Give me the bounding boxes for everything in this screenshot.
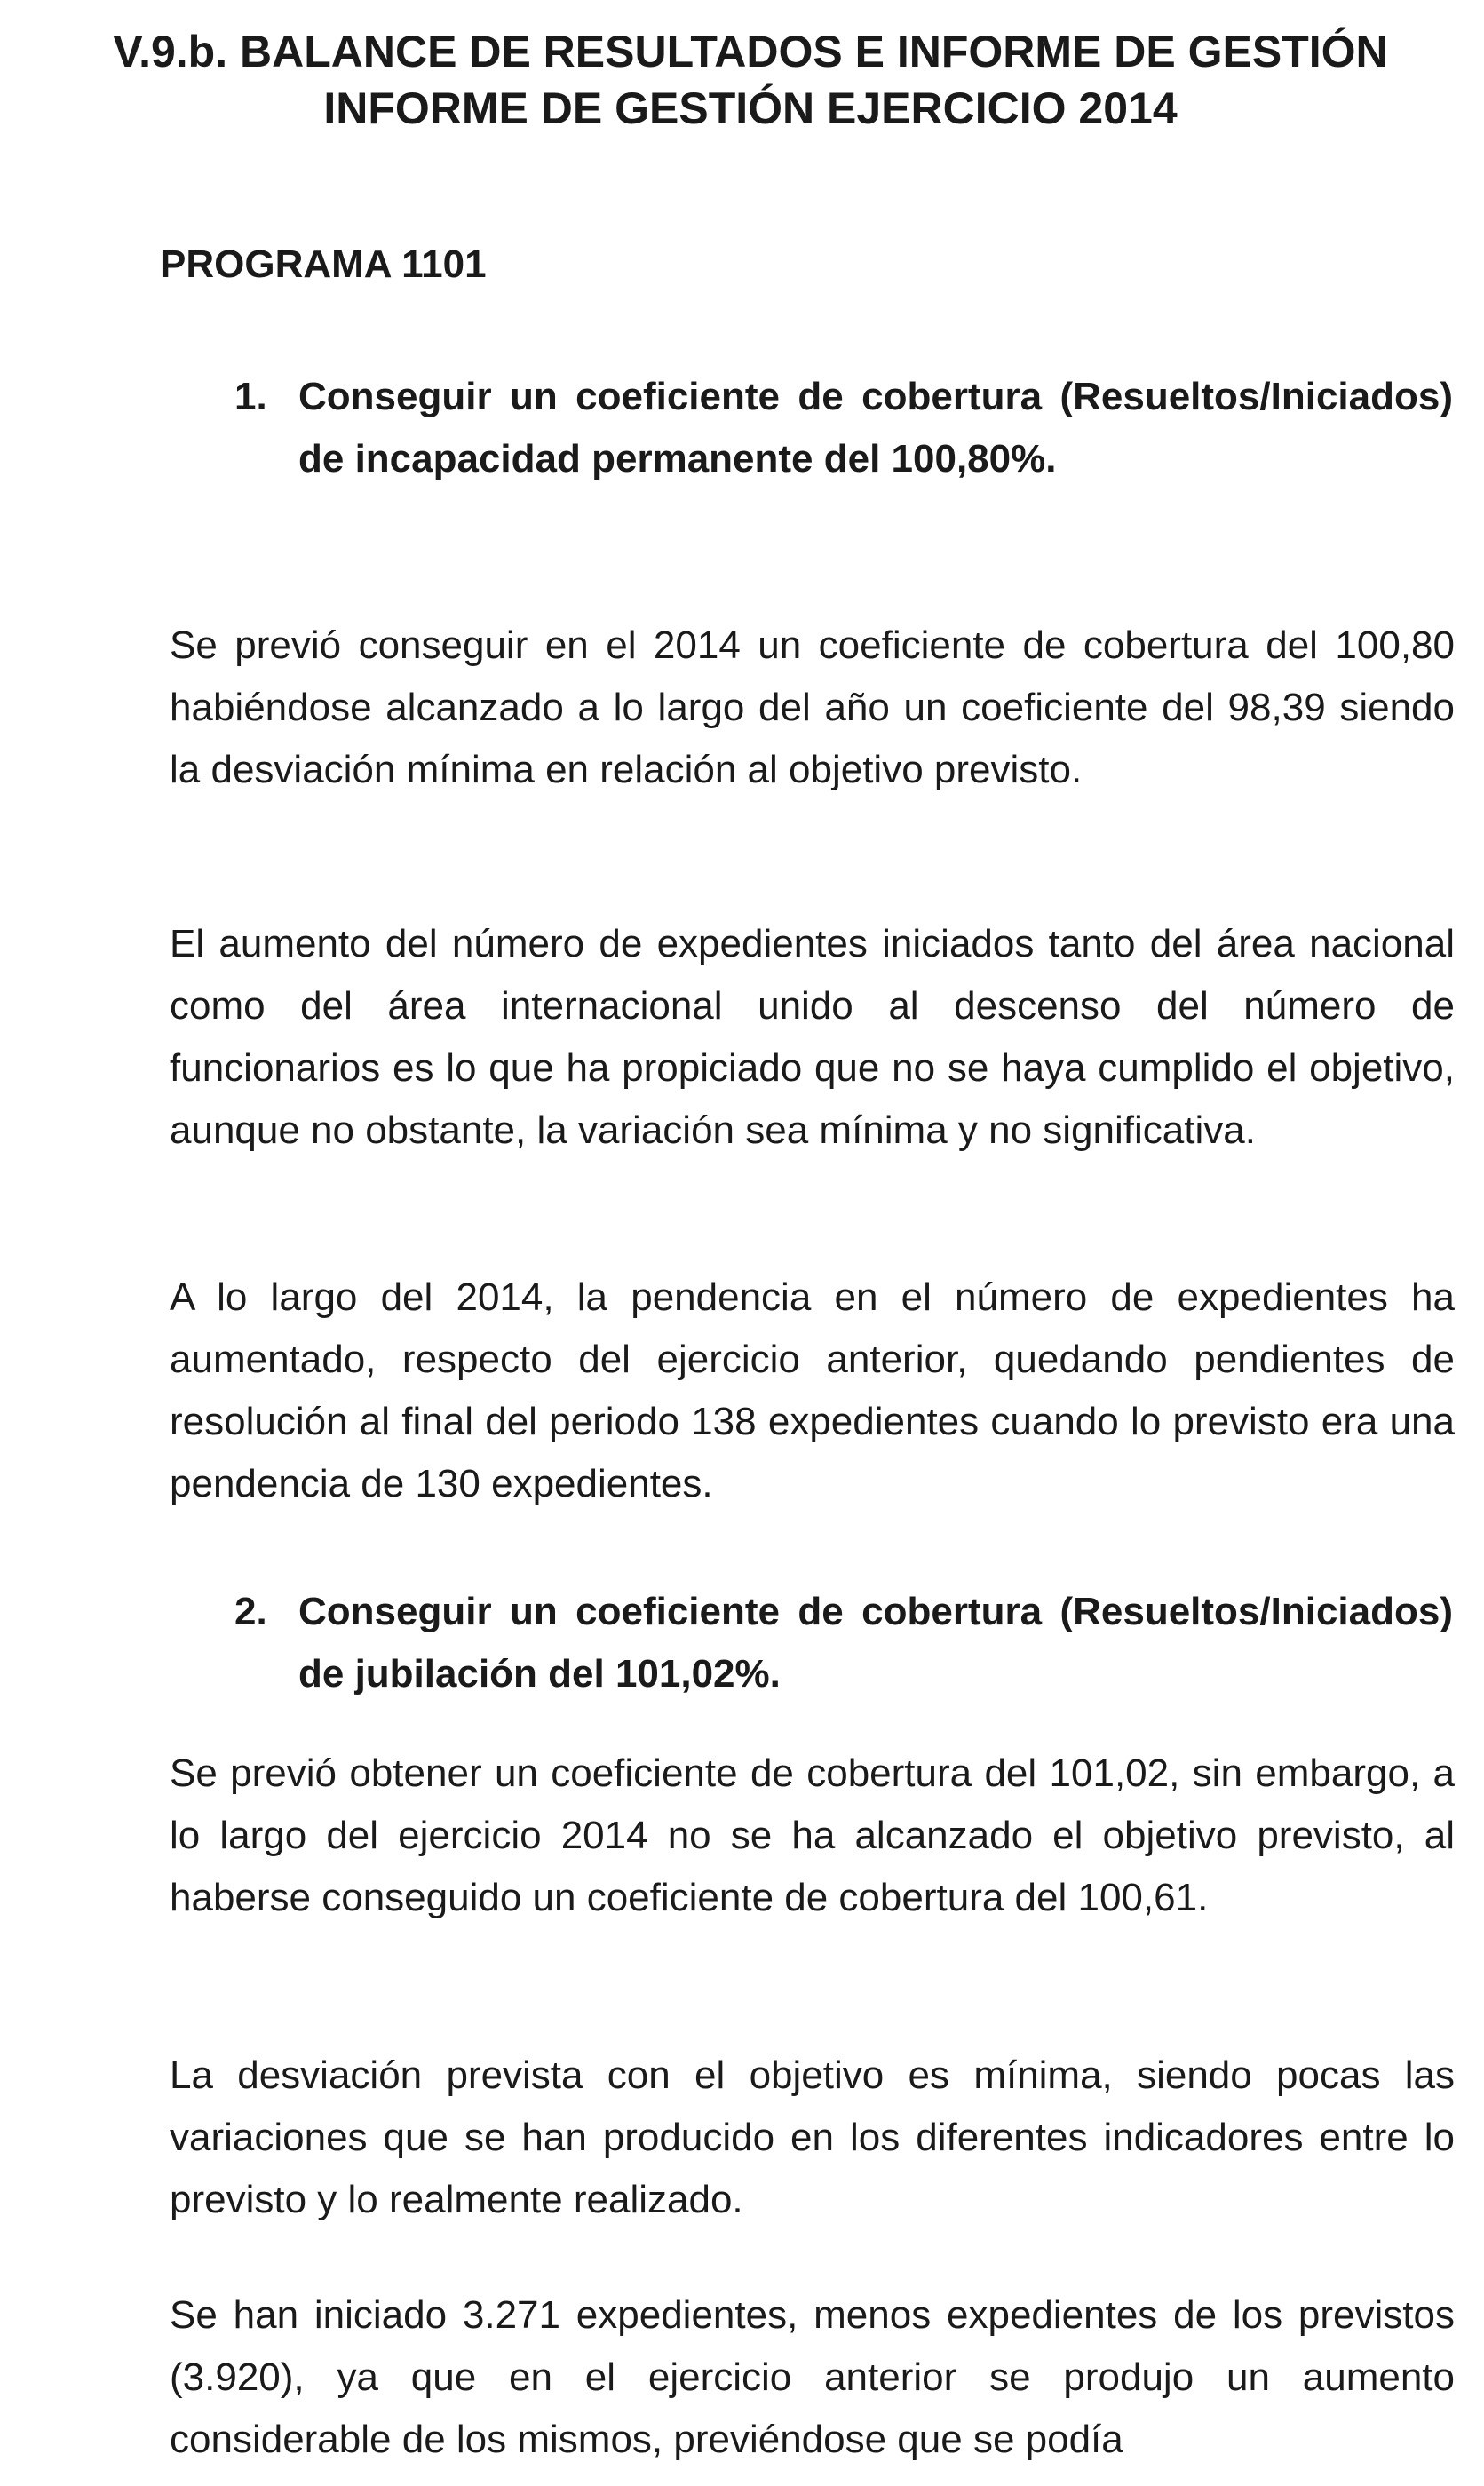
program-heading: PROGRAMA 1101 [160,242,487,286]
objective-item-2 [234,1581,1453,1705]
document-header [36,23,1465,137]
objective-text: Conseguir un coeficiente de cobertura (Resueltos/Iniciados) de incapacidad permanente del 100,80%. [298,375,1453,481]
paragraph-1: Se previó conseguir en el 2014 un coeficiente de cobertura del 100,80 habiéndose alcanzado a lo largo del año un coeficiente del 98,39 siendo la desviación mínima en relación al objetivo previsto. [170,623,1455,791]
paragraph-5: La desviación prevista con el objetivo es mínima, siendo pocas las variaciones que se han producido en los diferentes indicadores entre lo previsto y lo realmente realizado. [170,2053,1455,2221]
objective-number: 1. [234,375,267,418]
paragraph-2: El aumento del número de expedientes iniciados tanto del área nacional como del área internacional unido al descenso del número de funcionarios es lo que ha propiciado que no se haya cumplido el objetivo, aunque no obstante, la variación sea mínima y no significativa. [170,922,1455,1152]
objective-item-1 [234,366,1453,490]
paragraph-3: A lo largo del 2014, la pendencia en el número de expedientes ha aumentado, respecto del ejercicio anterior, quedando pendientes de resolución al final del periodo 138 expedientes cuando lo previsto era una pendencia de 130 expedientes. [170,1275,1455,1505]
paragraph-6: Se han iniciado 3.271 expedientes, menos expedientes de los previstos (3.920), ya que en el ejercicio anterior se produjo un aumento considerable de los mismos, previéndose que se podía [170,2293,1455,2461]
section-title: V.9.b. BALANCE DE RESULTADOS E INFORME DE GESTIÓN [113,27,1388,76]
objective-text: Conseguir un coeficiente de cobertura (Resueltos/Iniciados) de jubilación del 101,02%. [298,1590,1453,1696]
objective-number: 2. [234,1590,267,1633]
report-subtitle: INFORME DE GESTIÓN EJERCICIO 2014 [323,83,1178,133]
paragraph-4: Se previó obtener un coeficiente de cobertura del 101,02, sin embargo, a lo largo del ejercicio 2014 no se ha alcanzado el objetivo previsto, al haberse conseguido un coeficiente de cobertura del 100,61. [170,1751,1455,1919]
